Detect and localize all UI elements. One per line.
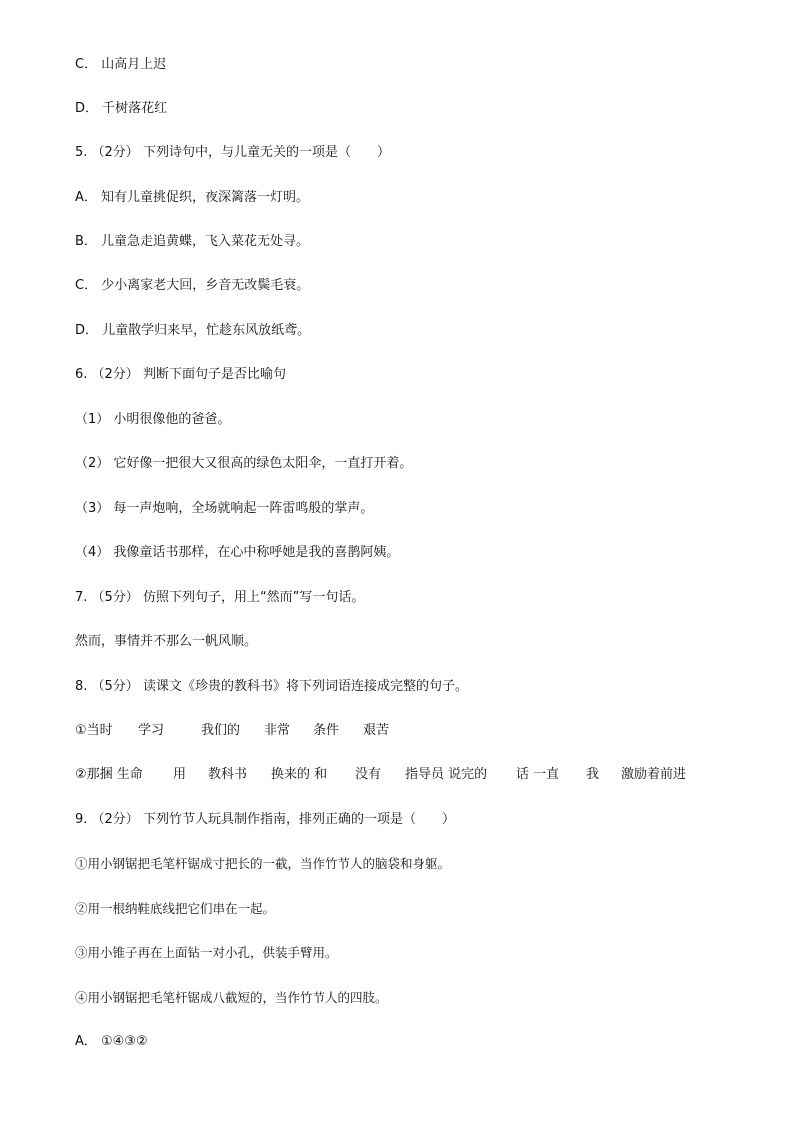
q5-stem: 5. （2分） 下列诗句中，与儿童无关的一项是（ ） bbox=[75, 145, 390, 160]
q8-stem: 8. （5分） 读课文《珍贵的教科书》将下列词语连接成完整的句子。 bbox=[75, 679, 468, 694]
q5-option-d: D． 儿童散学归来早，忙趁东风放纸鸢。 bbox=[75, 323, 311, 338]
q6-item-2: （2） 它好像一把很大又很高的绿色太阳伞，一直打开着。 bbox=[75, 456, 413, 471]
q9-step-2: ②用一根纳鞋底线把它们串在一起。 bbox=[75, 901, 276, 916]
word-chip: 激励着前进 bbox=[621, 767, 687, 782]
q9-option-a: A． ①④③② bbox=[75, 1034, 148, 1049]
word-chip: 非常 bbox=[264, 723, 291, 738]
q8-word-row-1 bbox=[75, 723, 775, 739]
q9-step-3: ③用小锥子再在上面钻一对小孔，供装手臂用。 bbox=[75, 945, 338, 960]
q7-stem: 7. （5分） 仿照下列句子，用上“然而”写一句话。 bbox=[75, 590, 365, 605]
q9-stem: 9. （2分） 下列竹节人玩具制作指南，排列正确的一项是（ ） bbox=[75, 812, 455, 827]
word-chip: 教科书 bbox=[208, 767, 248, 782]
word-chip: ②那捆 生命 bbox=[75, 767, 143, 782]
q8-word-row-2 bbox=[75, 767, 775, 783]
q9-step-4: ④用小钢锯把毛笔杆锯成八截短的，当作竹节人的四肢。 bbox=[75, 990, 388, 1005]
q6-item-4: （4） 我像童话书那样，在心中称呼她是我的喜鹊阿姨。 bbox=[75, 545, 400, 560]
q5-option-c: C． 少小离家老大回，乡音无改鬓毛衰。 bbox=[75, 278, 310, 293]
word-chip: 条件 bbox=[313, 723, 340, 738]
q7-example-sentence: 然而，事情并不那么一帆风顺。 bbox=[75, 634, 258, 649]
q4-option-d: D． 千树落花红 bbox=[75, 101, 168, 116]
q4-option-c: C． 山高月上迟 bbox=[75, 57, 167, 72]
word-chip: 艰苦 bbox=[363, 723, 390, 738]
q9-step-1: ①用小钢锯把毛笔杆锯成寸把长的一截，当作竹节人的脑袋和身躯。 bbox=[75, 856, 451, 871]
q5-option-a: A． 知有儿童挑促织，夜深篱落一灯明。 bbox=[75, 190, 310, 205]
q6-item-3: （3） 每一声炮响，全场就响起一阵雷鸣般的掌声。 bbox=[75, 501, 374, 516]
q6-stem: 6. （2分） 判断下面句子是否比喻句 bbox=[75, 367, 286, 382]
q6-item-1: （1） 小明很像他的爸爸。 bbox=[75, 412, 231, 427]
word-chip: 指导员 说完的 bbox=[405, 767, 488, 782]
word-chip: 没有 bbox=[355, 767, 382, 782]
q5-option-b: B． 儿童急走追黄蝶，飞入菜花无处寻。 bbox=[75, 234, 310, 249]
word-chip: 换来的 和 bbox=[271, 767, 328, 782]
word-chip: 用 bbox=[173, 767, 187, 782]
word-chip: ①当时 bbox=[75, 723, 113, 738]
word-chip: 话 一直 bbox=[516, 767, 560, 782]
word-chip: 学习 bbox=[138, 723, 165, 738]
word-chip: 我们的 bbox=[201, 723, 241, 738]
word-chip: 我 bbox=[586, 767, 600, 782]
